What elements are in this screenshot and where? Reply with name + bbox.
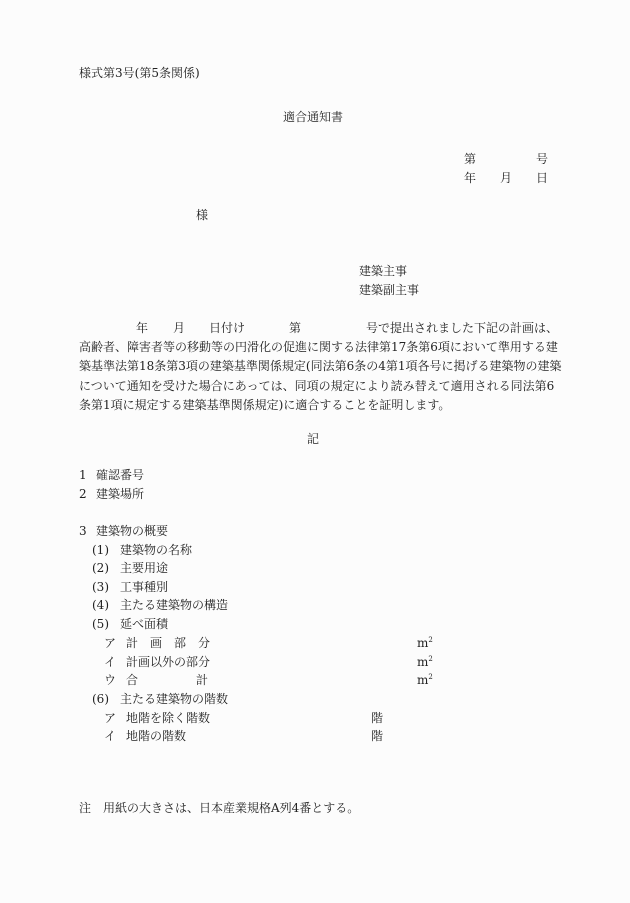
floors-label: 主たる建築物の階数 — [120, 692, 229, 706]
note-prefix: 注 — [79, 801, 92, 815]
area-label: 計画以外の部分 — [126, 655, 211, 669]
floors-kana: イ — [104, 729, 117, 743]
addressee-suffix: 様 — [196, 208, 209, 222]
floors-row-label: 地階の階数 — [126, 729, 187, 743]
body-paragraph — [79, 318, 562, 416]
item-label: 確認番号 — [96, 468, 145, 482]
item-number: 3 — [79, 524, 87, 538]
area-label-total-a: 合 — [126, 673, 139, 687]
ki-heading: 記 — [307, 432, 320, 446]
area-kana: ア — [104, 636, 117, 650]
area-unit: $m^2$ — [417, 673, 433, 687]
area-kana: ウ — [104, 673, 117, 687]
body-line1-rest: 号で提出されました下記の計画は、 — [366, 321, 559, 335]
form-number: 様式第3号(第5条関係) — [79, 66, 200, 80]
floors-kana: ア — [104, 711, 117, 725]
subitem-label: 主たる建築物の構造 — [120, 598, 229, 612]
item-number: 1 — [79, 468, 87, 482]
body-year: 年 — [136, 321, 149, 335]
subitem-number: (4) — [92, 598, 109, 612]
floors-unit: 階 — [371, 729, 384, 743]
area-label: 計 画 部 分 — [126, 636, 211, 650]
body-month: 月 — [173, 321, 186, 335]
area-unit: $m^2$ — [417, 636, 433, 650]
document-title: 適合通知書 — [283, 110, 344, 124]
item-number: 2 — [79, 487, 87, 501]
date-day: 日 — [536, 171, 549, 185]
body-number-prefix: 第 — [289, 321, 302, 335]
note-text: 用紙の大きさは、日本産業規格A列4番とする。 — [103, 801, 360, 815]
issuer-building-official: 建築主事 — [359, 264, 408, 278]
date-month: 月 — [500, 171, 513, 185]
floors-number: (6) — [92, 692, 109, 706]
item-label: 建築場所 — [96, 487, 145, 501]
subitem-label: 延べ面積 — [120, 617, 169, 631]
subitem-number: (3) — [92, 580, 109, 594]
number-prefix: 第 — [464, 152, 477, 166]
date-year: 年 — [464, 171, 477, 185]
body-line-3: 築基準法第18条第3項の建築基準関係規定(同法第6条の4第1項各号に掲げる建築物の建築 — [79, 359, 562, 374]
floors-unit: 階 — [371, 711, 384, 725]
number-suffix: 号 — [536, 152, 549, 166]
subitem-label: 建築物の名称 — [120, 543, 193, 557]
area-unit: $m^2$ — [417, 655, 433, 669]
subitem-number: (1) — [92, 543, 109, 557]
subitem-label: 工事種別 — [120, 580, 169, 594]
subitem-number: (5) — [92, 617, 109, 631]
issuer-deputy-building-official: 建築副主事 — [359, 283, 420, 297]
subitem-label: 主要用途 — [120, 561, 169, 575]
body-date-suffix: 日付け — [209, 321, 246, 335]
area-label-total-b: 計 — [196, 673, 209, 687]
subitem-number: (2) — [92, 561, 109, 575]
body-line-2: 高齢者、障害者等の移動等の円滑化の促進に関する法律第17条第6項において準用する建 — [79, 339, 558, 354]
floors-row-label: 地階を除く階数 — [126, 711, 211, 725]
body-line-4: について通知を受けた場合にあっては、同項の規定により読み替えて適用される同法第6 — [79, 378, 555, 393]
item-label: 建築物の概要 — [96, 524, 169, 538]
area-kana: イ — [104, 655, 117, 669]
body-line-5: 条第1項に規定する建築基準関係規定)に適合することを証明します。 — [79, 398, 451, 413]
